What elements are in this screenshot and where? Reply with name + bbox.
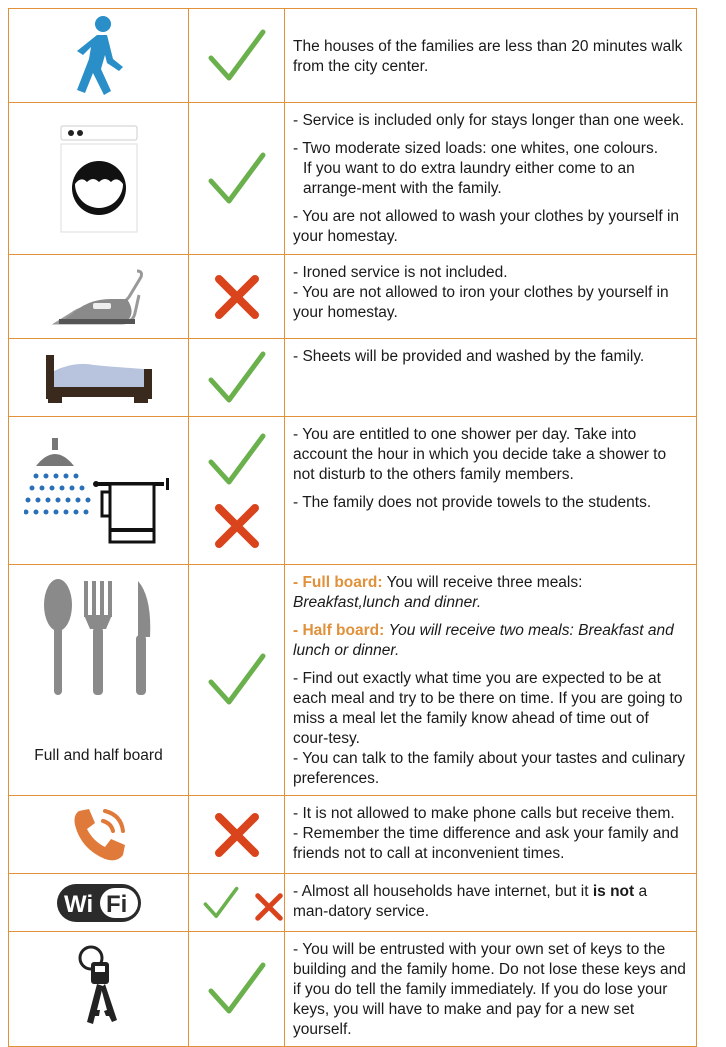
half-board-text: [293, 621, 686, 661]
icon-cell: [9, 932, 189, 1047]
description-text: If you want to do extra laundry either come to an arrange-ment with the family.: [303, 160, 635, 197]
wifi-text-bold: is not: [592, 883, 635, 900]
status-cell: [189, 796, 285, 874]
description-cell: [285, 339, 697, 417]
description-cell: [285, 103, 697, 255]
walking-person-icon: [69, 15, 129, 97]
washing-machine-icon: [59, 124, 139, 234]
table-row: [9, 339, 697, 417]
description-cell: [285, 796, 697, 874]
table-row: [9, 796, 697, 874]
description-text: The houses of the families are less than 20 minutes walk from the city center.: [293, 37, 683, 75]
cross-icon: [213, 502, 261, 550]
description-text: [293, 882, 686, 922]
description-cell: [285, 9, 697, 103]
check-icon: [207, 28, 267, 84]
description-text: - You are entitled to one shower per day. Take into account the hour in which you decide take a shower to not disturb to the others family members.: [293, 426, 667, 483]
description-text: - Find out exactly what time you are expected to be at each meal and try to be there on time. If you are going to miss a meal let the family know ahead of time out of cour-tesy.: [293, 670, 683, 747]
status-cell: [189, 932, 285, 1047]
table-row: [9, 932, 697, 1047]
icon-cell: [9, 103, 189, 255]
full-board-text: [293, 573, 686, 613]
description-text: - You are not allowed to iron your clothes by yourself in your homestay.: [293, 284, 669, 321]
description-text: - The family does not provide towels to the students.: [293, 494, 652, 511]
half-board-desc: You will receive two meals: Breakfast and lunch or dinner.: [293, 622, 674, 659]
description-cell: [285, 565, 697, 796]
table-row: [9, 417, 697, 565]
full-board-meals: Breakfast,lunch and dinner.: [293, 594, 482, 611]
description-cell: [285, 874, 697, 932]
description-cell: [285, 932, 697, 1047]
description-cell: [285, 417, 697, 565]
description-text: - Service is included only for stays longer than one week.: [293, 112, 685, 129]
table-row: [9, 103, 697, 255]
status-cell: [189, 9, 285, 103]
cross-icon: [254, 892, 284, 922]
meals-caption: Full and half board: [34, 747, 163, 764]
status-cell: [189, 417, 285, 565]
status-cell: [189, 255, 285, 339]
icon-cell: [9, 565, 189, 796]
phone-icon: [67, 803, 131, 867]
description-cell: [285, 255, 697, 339]
icon-cell: [9, 796, 189, 874]
full-board-desc: You will receive three meals:: [386, 574, 583, 591]
status-cell: [189, 339, 285, 417]
icon-cell: [9, 339, 189, 417]
cross-icon: [213, 811, 261, 859]
table-row: [9, 9, 697, 103]
full-board-label: - Full board:: [293, 574, 383, 591]
icon-cell: [9, 417, 189, 565]
check-icon: [207, 151, 267, 207]
description-text: - You are not allowed to wash your clothes by yourself in your homestay.: [293, 208, 680, 245]
svg-text:Wi: Wi: [63, 890, 93, 918]
status-cell: [189, 103, 285, 255]
description-text: - Two moderate sized loads: one whites, one colours.: [293, 140, 659, 157]
check-icon: [207, 961, 267, 1017]
iron-icon: [51, 267, 147, 327]
table-row: [9, 874, 697, 932]
table-row: [9, 565, 697, 796]
description-text: - You will be entrusted with your own set of keys to the building and the family home. Do not lose these keys and if you do tell the family immediately. If you do lose your keys, you will have to make and pay for a new set yourself.: [293, 941, 686, 1038]
keys-icon: [69, 944, 129, 1034]
bed-icon: [44, 349, 154, 407]
check-icon: [207, 350, 267, 406]
homestay-services-table: [8, 8, 697, 1047]
shower-towel-icon: [24, 436, 174, 546]
status-cell: [189, 874, 285, 932]
status-cell: [189, 565, 285, 796]
check-icon: [207, 652, 267, 708]
wifi-text-end: a man-datory service.: [293, 883, 648, 920]
icon-cell: [9, 874, 189, 932]
wifi-text-start: - Almost all households have internet, but it: [293, 883, 593, 900]
description-text: - It is not allowed to make phone calls but receive them.: [293, 805, 675, 822]
description-text: - Ironed service is not included.: [293, 264, 508, 281]
description-text: - Remember the time difference and ask your family and friends not to call at inconvenient times.: [293, 825, 679, 862]
wifi-icon: [56, 883, 142, 923]
half-board-label: - Half board:: [293, 622, 385, 639]
svg-text:Fi: Fi: [105, 890, 127, 918]
table-row: [9, 255, 697, 339]
icon-cell: [9, 255, 189, 339]
check-icon: [203, 886, 239, 920]
cutlery-icon: [34, 577, 164, 697]
description-text: - You can talk to the family about your tastes and culinary preferences.: [293, 750, 686, 787]
check-icon: [207, 432, 267, 488]
cross-icon: [213, 273, 261, 321]
icon-cell: [9, 9, 189, 103]
description-text: - Sheets will be provided and washed by the family.: [293, 348, 645, 365]
